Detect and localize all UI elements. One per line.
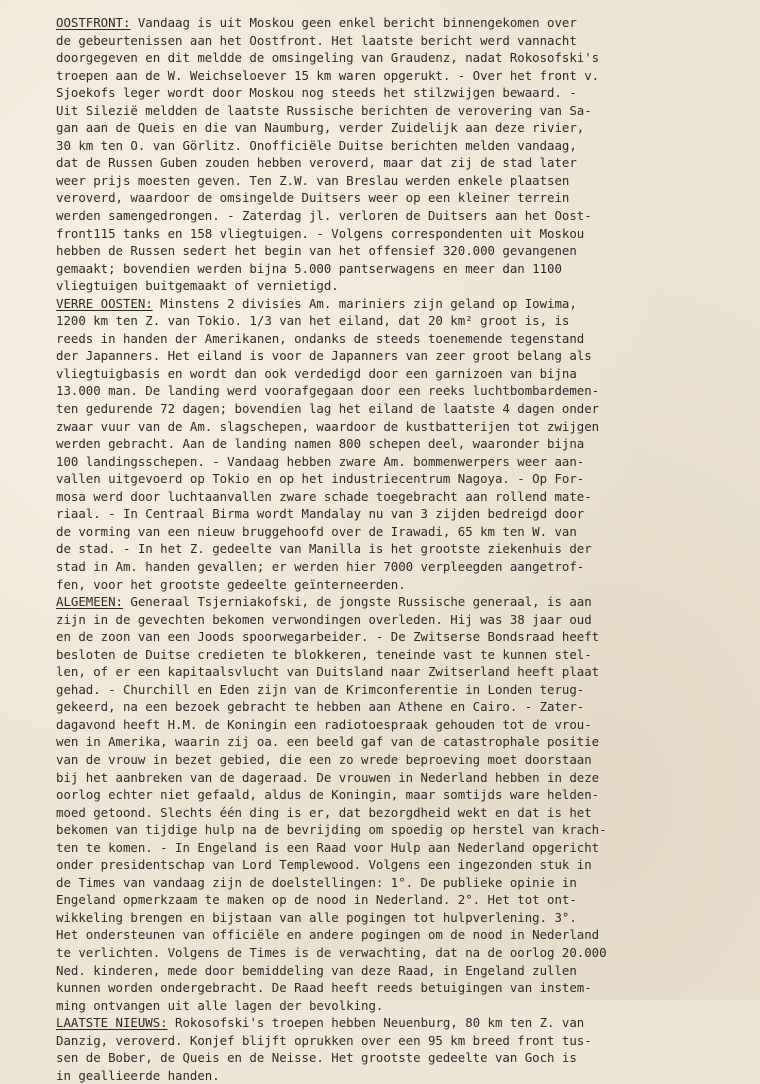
text-line xyxy=(56,698,746,716)
line-text: veroverd, waardoor de omsingelde Duitsers weer op een kleiner terrein xyxy=(56,190,570,206)
text-line xyxy=(56,523,746,541)
text-line xyxy=(56,558,746,576)
text-line xyxy=(56,681,746,699)
text-line xyxy=(56,14,746,32)
text-line xyxy=(56,716,746,734)
line-text: hebben de Russen sedert het begin van het offensief 320.000 gevangenen xyxy=(56,243,577,259)
line-text: gekeerd, na een bezoek gebracht te hebben aan Athene en Cairo. - Zater- xyxy=(56,699,585,715)
line-text: zijn in de gevechten bekomen verwondingen overleden. Hij was 38 jaar oud xyxy=(56,611,592,627)
text-line xyxy=(56,260,746,278)
text-line xyxy=(56,207,746,225)
text-line xyxy=(56,1067,746,1084)
text-line xyxy=(56,786,746,804)
line-text: onder presidentschap van Lord Templewood. Volgens een ingezonden stuk in xyxy=(56,857,592,873)
line-text: Rokosofski's troepen hebben Neuenburg, 80 km ten Z. van xyxy=(167,1015,585,1031)
line-text: 13.000 man. De landing werd voorafgegaan door een reeks luchtbombardemen- xyxy=(56,383,600,399)
line-text: front115 tanks en 158 vliegtuigen. - Volgens correspondenten uit Moskou xyxy=(56,225,585,241)
line-text: moed getoond. Slechts één ding is er, dat bezorgdheid wekt en dat is het xyxy=(56,804,592,820)
typewritten-page xyxy=(56,14,746,1084)
text-line xyxy=(56,593,746,611)
line-text: dagavond heeft H.M. de Koningin een radiotoespraak gehouden tot de vrou- xyxy=(56,716,592,732)
text-line xyxy=(56,733,746,751)
line-text: Danzig, veroverd. Konjef blijft oprukken over een 95 km breed front tus- xyxy=(56,1032,592,1048)
text-line xyxy=(56,242,746,260)
line-text: reeds in handen der Amerikanen, ondanks de steeds toenemende tegenstand xyxy=(56,330,585,346)
text-line xyxy=(56,962,746,980)
text-line xyxy=(56,225,746,243)
line-text: werden gebracht. Aan de landing namen 800 schepen deel, waaronder bijna xyxy=(56,436,585,452)
section-heading: LAATSTE NIEUWS: xyxy=(56,1015,168,1031)
text-line xyxy=(56,891,746,909)
text-line xyxy=(56,804,746,822)
line-text: 1200 km ten Z. van Tokio. 1/3 van het eiland, dat 20 km² groot is, is xyxy=(56,313,570,329)
line-text: stad in Am. handen gevallen; er werden hier 7000 verpleegden aangetrof- xyxy=(56,558,585,574)
line-text: riaal. - In Centraal Birma wordt Mandalay nu van 3 zijden bedreigd door xyxy=(56,506,585,522)
line-text: ten te komen. - In Engeland is een Raad voor Hulp aan Nederland opgericht xyxy=(56,839,600,855)
text-line xyxy=(56,505,746,523)
line-text: Sjoekofs leger wordt door Moskou nog steeds het stilzwijgen bewaard. - xyxy=(56,85,577,101)
line-text: weer prijs moesten geven. Ten Z.W. van Breslau werden enkele plaatsen xyxy=(56,172,570,188)
text-line xyxy=(56,119,746,137)
text-line xyxy=(56,979,746,997)
line-text: gehad. - Churchill en Eden zijn van de Krimconferentie in Londen terug- xyxy=(56,681,585,697)
text-line xyxy=(56,488,746,506)
line-text: wen in Amerika, waarin zij oa. een beeld gaf van de catastrophale positie xyxy=(56,734,600,750)
line-text: mosa werd door luchtaanvallen zware schade toegebracht aan rollend mate- xyxy=(56,488,592,504)
text-line xyxy=(56,944,746,962)
line-text: vliegtuigen buitgemaakt of vernietigd. xyxy=(56,278,339,294)
line-text: doorgegeven en dit meldde de omsingeling van Graudenz, nadat Rokosofski's xyxy=(56,50,600,66)
text-line xyxy=(56,67,746,85)
line-text: de Times van vandaag zijn de doelstellingen: 1°. De publieke opinie in xyxy=(56,874,577,890)
text-line xyxy=(56,751,746,769)
line-text: Uit Silezië meldden de laatste Russische berichten de verovering van Sa- xyxy=(56,102,592,118)
line-text: werden samengedrongen. - Zaterdag jl. verloren de Duitsers aan het Oost- xyxy=(56,208,592,224)
text-line xyxy=(56,277,746,295)
text-line xyxy=(56,295,746,313)
line-text: fen, voor het grootste gedeelte geïnterneerden. xyxy=(56,576,406,592)
line-text: de vorming van een nieuw bruggehoofd over de Irawadi, 65 km ten W. van xyxy=(56,523,577,539)
line-text: besloten de Duitse credieten te blokkeren, teneinde vast te kunnen stel- xyxy=(56,646,592,662)
text-line xyxy=(56,628,746,646)
text-line xyxy=(56,365,746,383)
text-line xyxy=(56,453,746,471)
line-text: gemaakt; bovendien werden bijna 5.000 pantserwagens en meer dan 1100 xyxy=(56,260,562,276)
line-text: zwaar vuur van de Am. slagschepen, waardoor de kustbatterijen tot zwijgen xyxy=(56,418,600,434)
section-heading: VERRE OOSTEN: xyxy=(56,295,153,311)
text-line xyxy=(56,1014,746,1032)
line-text: de gebeurtenissen aan het Oostfront. Het laatste bericht werd vannacht xyxy=(56,32,577,48)
text-line xyxy=(56,839,746,857)
line-text: dat de Russen Guben zouden hebben veroverd, maar dat zij de stad later xyxy=(56,155,577,171)
line-text: len, of er een kapitaalsvlucht van Duitsland naar Zwitserland heeft plaat xyxy=(56,664,600,680)
text-line xyxy=(56,347,746,365)
line-text: gan aan de Queis en die van Naumburg, verder Zuidelijk aan deze rivier, xyxy=(56,120,585,136)
text-line xyxy=(56,470,746,488)
text-line xyxy=(56,856,746,874)
line-text: Ned. kinderen, mede door bemiddeling van deze Raad, in Engeland zullen xyxy=(56,962,577,978)
text-line xyxy=(56,172,746,190)
line-text: in geallieerde handen. xyxy=(56,1067,220,1083)
line-text: Generaal Tsjerniakofski, de jongste Russische generaal, is aan xyxy=(122,594,592,610)
line-text: Vandaag is uit Moskou geen enkel bericht binnengekomen over xyxy=(130,15,577,30)
text-line xyxy=(56,769,746,787)
text-line xyxy=(56,418,746,436)
text-line xyxy=(56,646,746,664)
line-text: kunnen worden ondergebracht. De Raad heeft reeds betuigingen van instem- xyxy=(56,980,592,996)
text-line xyxy=(56,997,746,1015)
line-text: te verlichten. Volgens de Times is de verwachting, dat na de oorlog 20.000 xyxy=(56,944,607,960)
text-line xyxy=(56,312,746,330)
line-text: ten gedurende 72 dagen; bovendien lag het eiland de laatste 4 dagen onder xyxy=(56,401,600,417)
line-text: 100 landingsschepen. - Vandaag hebben zware Am. bommenwerpers weer aan- xyxy=(56,453,585,469)
text-line xyxy=(56,611,746,629)
line-text: en de zoon van een Joods spoorwegarbeider. - De Zwitserse Bondsraad heeft xyxy=(56,629,600,645)
text-line xyxy=(56,102,746,120)
line-text: sen de Bober, de Queis en de Neisse. Het grootste gedeelte van Goch is xyxy=(56,1050,577,1066)
text-line xyxy=(56,189,746,207)
line-text: bij het aanbreken van de dageraad. De vrouwen in Nederland hebben in deze xyxy=(56,769,600,785)
text-line xyxy=(56,435,746,453)
line-text: Minstens 2 divisies Am. mariniers zijn geland op Iowima, xyxy=(152,295,577,311)
line-text: Het ondersteunen van officiële en andere pogingen om de nood in Nederland xyxy=(56,927,600,943)
text-line xyxy=(56,540,746,558)
line-text: van de vrouw in bezet gebied, die een zo wrede beproeving moet doorstaan xyxy=(56,751,592,767)
text-line xyxy=(56,84,746,102)
line-text: bekomen van tijdige hulp na de bevrijding om spoedig op herstel van krach- xyxy=(56,822,607,838)
line-text: troepen aan de W. Weichseloever 15 km waren opgerukt. - Over het front v. xyxy=(56,67,600,83)
line-text: 30 km ten O. van Görlitz. Onofficiële Duitse berichten melden vandaag, xyxy=(56,137,577,153)
line-text: oorlog echter niet gefaald, aldus de Koningin, maar somtijds ware helden- xyxy=(56,787,600,803)
text-line xyxy=(56,400,746,418)
text-line xyxy=(56,821,746,839)
line-text: vallen uitgevoerd op Tokio en op het industriecentrum Nagoya. - Op For- xyxy=(56,471,585,487)
text-line xyxy=(56,909,746,927)
text-line xyxy=(56,137,746,155)
line-text: vliegtuigbasis en wordt dan ook verdedigd door een garnizoen van bijna xyxy=(56,365,577,381)
text-line xyxy=(56,154,746,172)
text-line xyxy=(56,49,746,67)
text-line xyxy=(56,1032,746,1050)
text-line xyxy=(56,663,746,681)
text-line xyxy=(56,926,746,944)
text-line xyxy=(56,1049,746,1067)
text-line xyxy=(56,874,746,892)
line-text: ming ontvangen uit alle lagen der bevolking. xyxy=(56,997,384,1013)
text-line xyxy=(56,330,746,348)
line-text: der Japanners. Het eiland is voor de Japanners van zeer groot belang als xyxy=(56,348,592,364)
line-text: wikkeling brengen en bijstaan van alle pogingen tot hulpverlening. 3°. xyxy=(56,909,577,925)
section-heading: OOSTFRONT: xyxy=(56,15,131,30)
line-text: de stad. - In het Z. gedeelte van Manilla is het grootste ziekenhuis der xyxy=(56,541,592,557)
section-heading: ALGEMEEN: xyxy=(56,594,123,610)
text-line xyxy=(56,576,746,594)
text-line xyxy=(56,32,746,50)
line-text: Engeland opmerkzaam te maken op de nood in Nederland. 2°. Het tot ont- xyxy=(56,892,577,908)
text-line xyxy=(56,382,746,400)
